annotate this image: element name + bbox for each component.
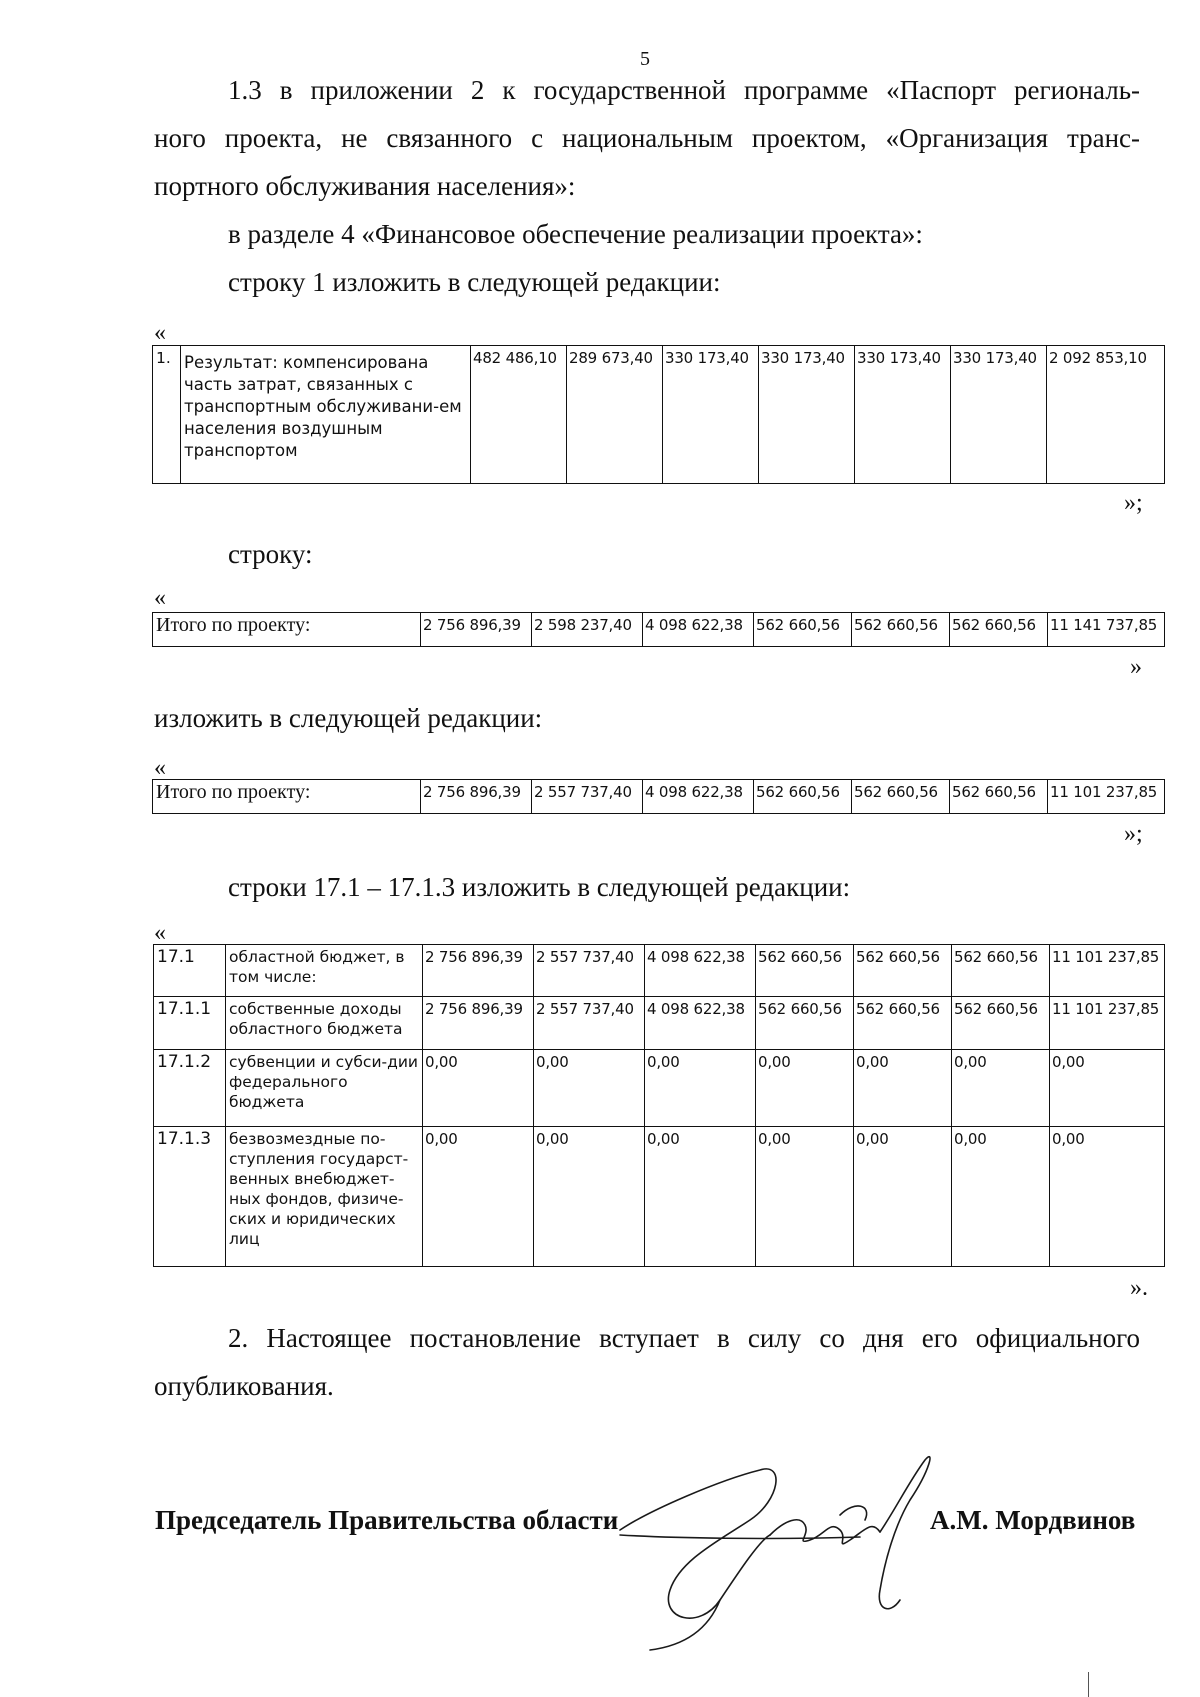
value-cell: 330 173,40 [951, 346, 1047, 484]
value-cell: 0,00 [1050, 1127, 1165, 1267]
signature-stroke [620, 1535, 860, 1538]
value-cell: 4 098 622,38 [645, 945, 756, 997]
value-cell: 330 173,40 [855, 346, 951, 484]
row-number: 17.1 [154, 945, 226, 997]
row-number: 17.1.2 [154, 1050, 226, 1127]
total-label: Итого по проекту: [153, 780, 421, 814]
value-cell: 11 101 237,85 [1048, 780, 1165, 814]
value-cell: 562 660,56 [950, 780, 1048, 814]
value-cell: 2 557 737,40 [534, 997, 645, 1050]
value-cell: 2 756 896,39 [421, 780, 532, 814]
close-quote: ». [1130, 1275, 1148, 1301]
value-cell: 2 598 237,40 [532, 613, 643, 647]
signature-image [610, 1440, 970, 1655]
table-total-new [152, 779, 1165, 814]
row1-instruction: строку 1 изложить в следующей редакции: [228, 267, 721, 297]
value-cell: 482 486,10 [471, 346, 567, 484]
final-line-1: 2. Настоящее постановление вступает в силу со дня его официального [228, 1323, 1140, 1353]
intro-line-2: ного проекта, не связанного с национальным проектом, «Организация транс- [154, 123, 1140, 153]
value-cell: 2 557 737,40 [532, 780, 643, 814]
value-cell: 289 673,40 [567, 346, 663, 484]
value-cell: 562 660,56 [756, 945, 854, 997]
page-number: 5 [640, 48, 650, 70]
value-cell: 0,00 [645, 1050, 756, 1127]
value-cell: 2 756 896,39 [421, 613, 532, 647]
value-cell: 562 660,56 [754, 780, 852, 814]
close-quote: »; [1124, 490, 1143, 516]
table-row [153, 613, 1165, 647]
value-cell: 0,00 [854, 1050, 952, 1127]
table-total-old [152, 612, 1165, 647]
value-cell: 562 660,56 [854, 997, 952, 1050]
open-quote: « [154, 585, 166, 611]
value-cell: 562 660,56 [950, 613, 1048, 647]
value-cell: 0,00 [534, 1127, 645, 1267]
table-row [153, 346, 1165, 484]
signatory-name: А.М. Мордвинов [930, 1505, 1136, 1535]
value-cell: 4 098 622,38 [643, 613, 754, 647]
open-quote: « [154, 320, 166, 346]
signature-stroke [620, 1469, 776, 1618]
table-row [154, 1050, 1165, 1127]
value-cell: 2 756 896,39 [423, 997, 534, 1050]
intro-line-3: портного обслуживания населения»: [154, 171, 576, 201]
total-label: Итого по проекту: [153, 613, 421, 647]
value-cell: 4 098 622,38 [643, 780, 754, 814]
value-cell: 562 660,56 [754, 613, 852, 647]
value-cell: 330 173,40 [663, 346, 759, 484]
final-line-2: опубликования. [154, 1371, 334, 1401]
value-cell: 0,00 [756, 1127, 854, 1267]
value-cell: 0,00 [952, 1050, 1050, 1127]
table-row [153, 780, 1165, 814]
open-quote: « [154, 920, 166, 946]
row-number: 17.1.1 [154, 997, 226, 1050]
value-cell: 330 173,40 [759, 346, 855, 484]
value-cell: 562 660,56 [852, 613, 950, 647]
row-label: областной бюджет, в том числе: [226, 945, 423, 997]
row-label: субвенции и субси-дии федерального бюджета [226, 1050, 423, 1127]
value-cell: 11 141 737,85 [1048, 613, 1165, 647]
value-cell: 0,00 [952, 1127, 1050, 1267]
row-number: 17.1.3 [154, 1127, 226, 1267]
value-cell: 0,00 [854, 1127, 952, 1267]
value-cell: 2 557 737,40 [534, 945, 645, 997]
row-label: безвозмездные по-ступления государст-венных внебюджет-ных фондов, физиче-ских и юридических лиц [226, 1127, 423, 1267]
value-cell: 4 098 622,38 [645, 997, 756, 1050]
value-cell: 2 756 896,39 [423, 945, 534, 997]
row-word: строку: [228, 539, 313, 569]
value-cell: 0,00 [534, 1050, 645, 1127]
section-line: в разделе 4 «Финансовое обеспечение реализации проекта»: [228, 219, 923, 249]
value-cell: 0,00 [423, 1050, 534, 1127]
value-cell: 11 101 237,85 [1050, 945, 1165, 997]
row-label: Результат: компенсирована часть затрат, связанных с транспортным обслуживани-ем населения воздушным транспортом [181, 346, 471, 484]
rows17-instruction: строки 17.1 – 17.1.3 изложить в следующей редакции: [228, 872, 851, 902]
value-cell: 0,00 [645, 1127, 756, 1267]
signature-stroke [879, 1457, 930, 1609]
value-cell: 2 092 853,10 [1047, 346, 1165, 484]
row-label: собственные доходы областного бюджета [226, 997, 423, 1050]
signature-stroke [650, 1600, 720, 1650]
value-cell: 0,00 [1050, 1050, 1165, 1127]
signature-stroke [770, 1520, 880, 1544]
intro-line-1: 1.3 в приложении 2 к государственной программе «Паспорт региональ- [228, 75, 1140, 105]
signature-stroke [840, 1506, 867, 1520]
table-row-1 [152, 345, 1165, 484]
table-row [154, 945, 1165, 997]
close-quote: »; [1124, 821, 1143, 847]
redaction-line: изложить в следующей редакции: [154, 703, 543, 733]
value-cell: 562 660,56 [852, 780, 950, 814]
close-quote: » [1130, 654, 1142, 680]
value-cell: 0,00 [423, 1127, 534, 1267]
value-cell: 562 660,56 [854, 945, 952, 997]
value-cell: 11 101 237,85 [1050, 997, 1165, 1050]
value-cell: 562 660,56 [952, 997, 1050, 1050]
value-cell: 562 660,56 [952, 945, 1050, 997]
table-row [154, 997, 1165, 1050]
open-quote: « [154, 755, 166, 781]
signatory-title: Председатель Правительства области [155, 1505, 619, 1535]
row-number: 1. [153, 346, 181, 484]
table-row [154, 1127, 1165, 1267]
table-17 [153, 944, 1165, 1267]
value-cell: 0,00 [756, 1050, 854, 1127]
value-cell: 562 660,56 [756, 997, 854, 1050]
margin-mark [1088, 1672, 1089, 1697]
